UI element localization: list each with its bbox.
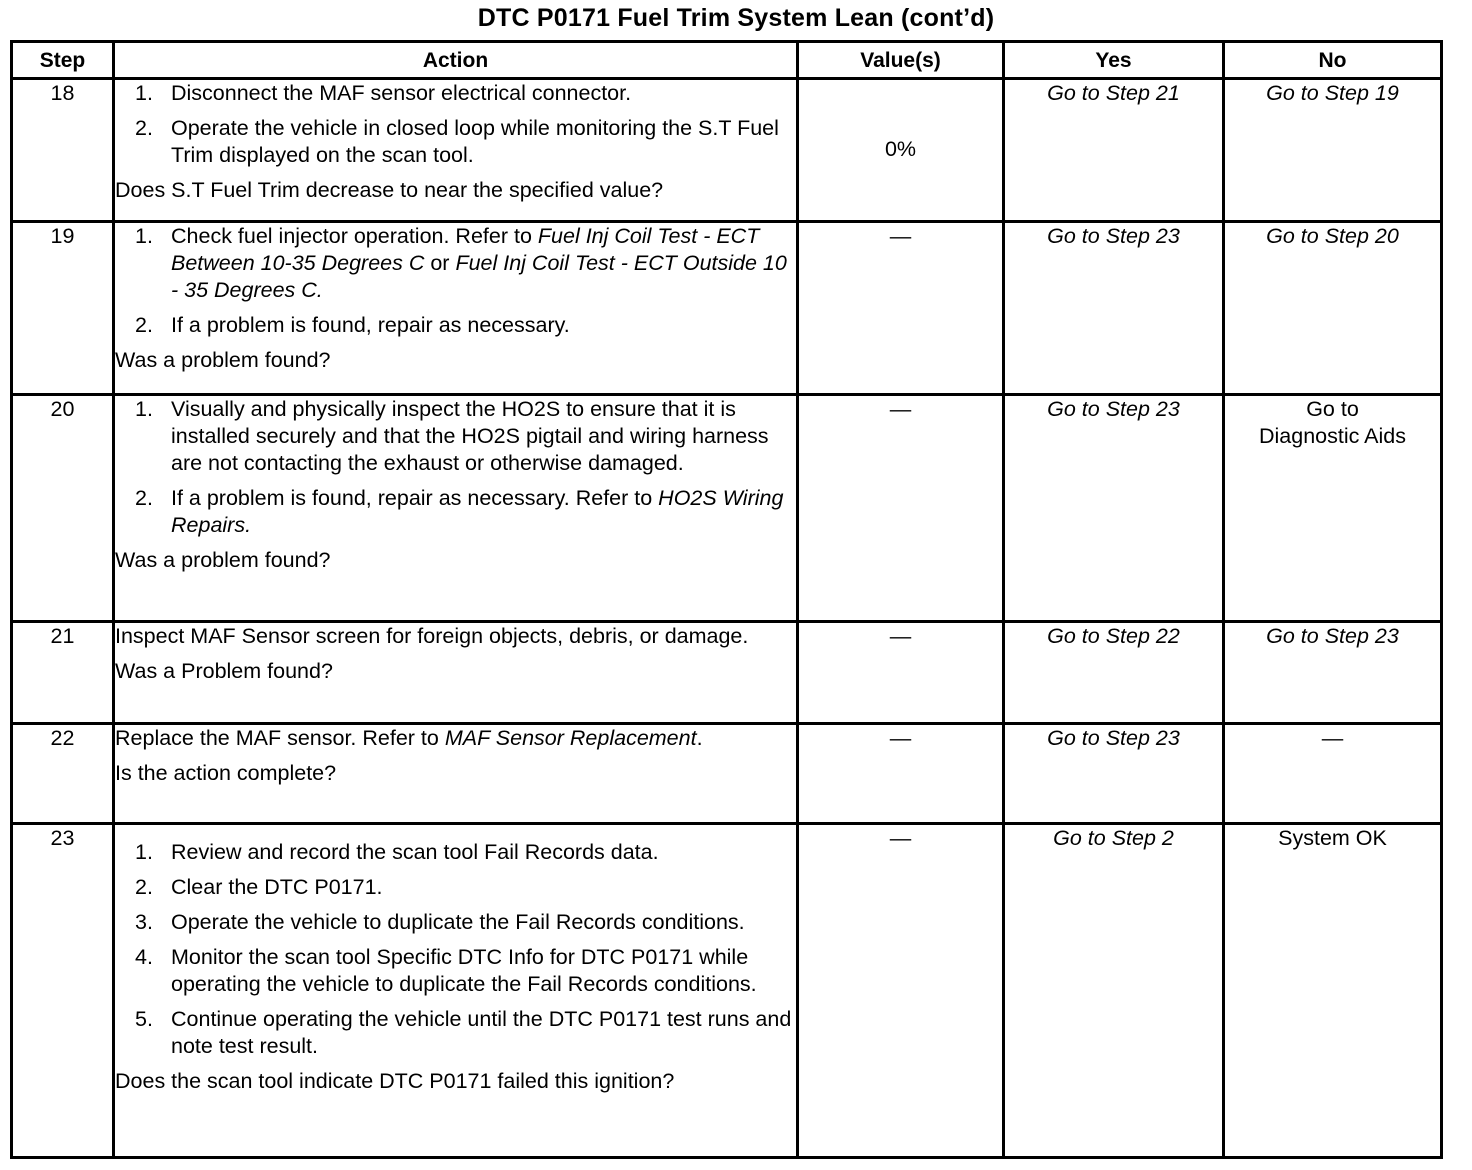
action-item: Visually and physically inspect the HO2S to ensure that it is installed securely and that the HO2S pigtail and wiring harness are not contacting the exhaust or otherwise damaged. (171, 397, 769, 475)
action-item: Check fuel injector operation. Refer to (171, 224, 538, 248)
yes-cell: Go to Step 23 (1004, 724, 1224, 824)
action-cell: 1. Review and record the scan tool Fail Records data. 2. Clear the DTC P0171. 3. Operate the vehicle to duplicate the Fail Records conditions. 4. Monitor the scan tool Specific DTC Info for DTC P0171 while operating the vehicle to duplicate the Fail Records conditions. 5. Continue operating the vehicle until the DTC P0171 test runs and note test result. Does the scan tool indicate DTC P0171 failed this ignition? (114, 824, 798, 1158)
yes-cell: Go to Step 2 (1004, 824, 1224, 1158)
action-question: Was a Problem found? (115, 659, 333, 683)
no-cell: — (1224, 724, 1442, 824)
header-values: Value(s) (798, 42, 1004, 79)
no-cell: Go to Diagnostic Aids (1224, 395, 1442, 622)
action-text: Inspect MAF Sensor screen for foreign objects, debris, or damage. (115, 624, 749, 648)
no-cell: System OK (1224, 824, 1442, 1158)
header-no: No (1224, 42, 1442, 79)
action-question: Does the scan tool indicate DTC P0171 failed this ignition? (115, 1069, 675, 1093)
action-cell: 1. Check fuel injector operation. Refer to Fuel Inj Coil Test - ECT Between 10-35 Degrees C or Fuel Inj Coil Test - ECT Outside 10 - 35 Degrees C. 2. If a problem is found, repair as necessary. Was a problem found? (114, 222, 798, 395)
table-row (12, 79, 1442, 222)
action-question: Was a problem found? (115, 548, 331, 572)
table-row (12, 395, 1442, 622)
header-yes: Yes (1004, 42, 1224, 79)
action-item: Disconnect the MAF sensor electrical connector. (171, 81, 632, 105)
value-cell: — (798, 395, 1004, 622)
action-item: Monitor the scan tool Specific DTC Info for DTC P0171 while operating the vehicle to duplicate the Fail Records conditions. (171, 945, 757, 996)
action-text: Replace the MAF sensor. Refer to MAF Sensor Replacement. (115, 726, 703, 750)
step-number: 18 (12, 79, 114, 222)
reference-link: MAF Sensor Replacement (444, 726, 697, 750)
action-cell: 1. Disconnect the MAF sensor electrical connector. 2. Operate the vehicle in closed loop while monitoring the S.T Fuel Trim displayed on the scan tool. Does S.T Fuel Trim decrease to near the specified value? (114, 79, 798, 222)
action-item: Operate the vehicle in closed loop while monitoring the S.T Fuel Trim displayed on the scan tool. (171, 116, 779, 167)
yes-cell: Go to Step 23 (1004, 395, 1224, 622)
action-item: Clear the DTC P0171. (171, 875, 383, 899)
no-cell: Go to Step 19 (1224, 79, 1442, 222)
step-number: 22 (12, 724, 114, 824)
header-action: Action (114, 42, 798, 79)
step-number: 20 (12, 395, 114, 622)
yes-cell: Go to Step 22 (1004, 622, 1224, 724)
reference-link: Fuel Inj Coil Test - ECT Outside 10 - 35 Degrees C. (171, 251, 787, 302)
action-question: Was a problem found? (115, 348, 331, 372)
action-item: If a problem is found, repair as necessary. (171, 313, 570, 337)
action-item: Continue operating the vehicle until the DTC P0171 test runs and note test result. (171, 1007, 792, 1058)
step-number: 21 (12, 622, 114, 724)
step-number: 19 (12, 222, 114, 395)
diagnostic-table (10, 40, 1443, 1159)
value-cell: — (798, 724, 1004, 824)
value-cell: — (798, 622, 1004, 724)
table-row (12, 824, 1442, 1158)
value-cell: — (798, 222, 1004, 395)
no-cell: Go to Step 23 (1224, 622, 1442, 724)
action-cell: 1. Visually and physically inspect the HO2S to ensure that it is installed securely and that the HO2S pigtail and wiring harness are not contacting the exhaust or otherwise damaged. 2. If a problem is found, repair as necessary. Refer to HO2S Wiring Repairs. Was a problem found? (114, 395, 798, 622)
action-item: Operate the vehicle to duplicate the Fail Records conditions. (171, 910, 745, 934)
yes-cell: Go to Step 23 (1004, 222, 1224, 395)
action-item: If a problem is found, repair as necessary. Refer to (171, 486, 659, 510)
action-cell (114, 724, 798, 824)
reference-link: Fuel Inj Coil Test - ECT Between 10-35 Degrees C (171, 224, 760, 275)
yes-cell: Go to Step 21 (1004, 79, 1224, 222)
action-question: Does S.T Fuel Trim decrease to near the specified value? (115, 178, 664, 202)
action-cell (114, 622, 798, 724)
header-row (12, 42, 1442, 79)
page-title: DTC P0171 Fuel Trim System Lean (cont’d) (477, 4, 995, 32)
step-number: 23 (12, 824, 114, 1158)
reference-link: HO2S Wiring Repairs. (171, 486, 784, 537)
table-row (12, 222, 1442, 395)
action-question: Is the action complete? (115, 761, 337, 785)
action-item: Review and record the scan tool Fail Records data. (171, 840, 659, 864)
table-row (12, 724, 1442, 824)
header-step: Step (12, 42, 114, 79)
value-cell: 0% (798, 79, 1004, 222)
value-cell: — (798, 824, 1004, 1158)
no-cell: Go to Step 20 (1224, 222, 1442, 395)
table-row (12, 622, 1442, 724)
